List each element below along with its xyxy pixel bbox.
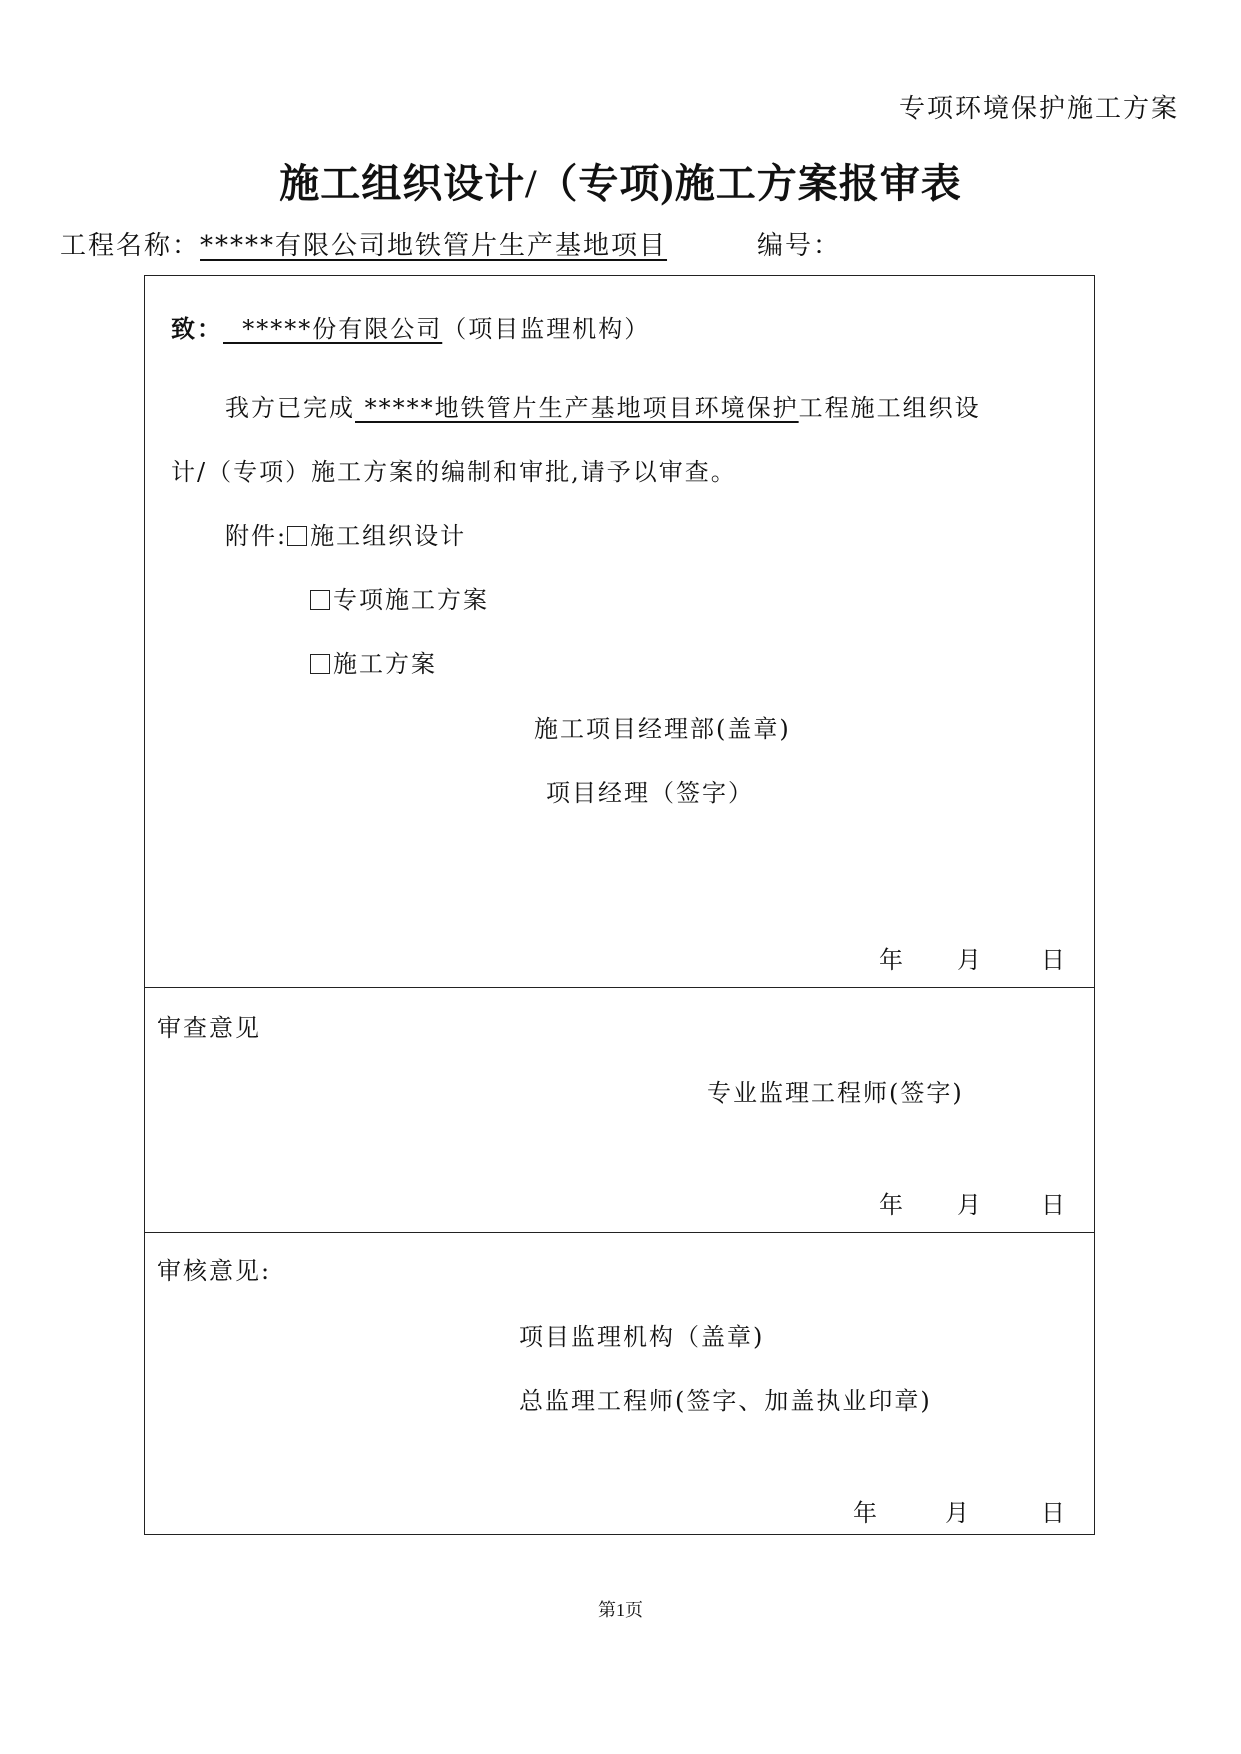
submission-body-line2: 计/（专项）施工方案的编制和审批,请予以审查。 [171,458,737,486]
supervising-engineer-sign-label: 专业监理工程师(签字) [707,1079,964,1107]
submission-section [145,276,1094,988]
attachment-row-1 [225,516,466,551]
addressee-line [171,309,650,344]
date-month-label: 月 [957,1191,981,1219]
audit-section [145,1233,1094,1536]
attachment-row-3 [310,644,437,679]
date-day-label: 日 [1041,1499,1065,1527]
project-name-label: 工程名称： [60,231,201,261]
document-type-header: 专项环境保护施工方案 [898,94,1179,124]
attachment-checkbox[interactable] [310,654,330,674]
project-name-value: *****有限公司地铁管片生产基地项目 [200,231,668,261]
approval-form [144,275,1095,1535]
attachment-checkbox[interactable] [310,590,330,610]
body-rest-line1: 工程施工组织设 [798,394,981,422]
project-name-line [60,225,667,262]
submission-body-line1 [225,388,981,423]
attachment-row-2 [310,580,489,615]
date-day-label: 日 [1041,1191,1065,1219]
date-year-label: 年 [879,946,903,974]
date-month-label: 月 [945,1499,969,1527]
date-day-label: 日 [1041,946,1065,974]
attachment-checkbox[interactable] [287,526,307,546]
date-month-label: 月 [957,946,981,974]
review-heading: 审查意见 [157,1014,261,1042]
attachment-label: 施工方案 [333,650,437,678]
attachments-label: 附件: [225,522,288,550]
to-label: 致： [171,314,223,343]
supervision-org-stamp-label: 项目监理机构（盖章) [519,1323,765,1351]
addressee-suffix: （项目监理机构） [442,315,651,343]
project-manager-sign-label: 项目经理（签字） [546,779,754,807]
project-dept-stamp-label: 施工项目经理部(盖章) [534,715,791,743]
review-section [145,988,1094,1233]
attachment-label: 专项施工方案 [333,586,489,614]
form-number-label: 编号： [757,231,842,261]
date-year-label: 年 [879,1191,903,1219]
body-project-name: *****地铁管片生产基地项目环境保护 [355,394,799,422]
date-year-label: 年 [853,1499,877,1527]
audit-heading: 审核意见: [157,1257,272,1285]
attachment-label: 施工组织设计 [310,522,467,550]
page-number: 第1页 [598,1600,643,1620]
body-prefix: 我方已完成 [225,394,355,422]
chief-engineer-sign-label: 总监理工程师(签字、加盖执业印章) [519,1387,932,1415]
page-title: 施工组织设计/（专项)施工方案报审表 [279,161,962,206]
addressee-company: *****份有限公司 [223,315,443,343]
